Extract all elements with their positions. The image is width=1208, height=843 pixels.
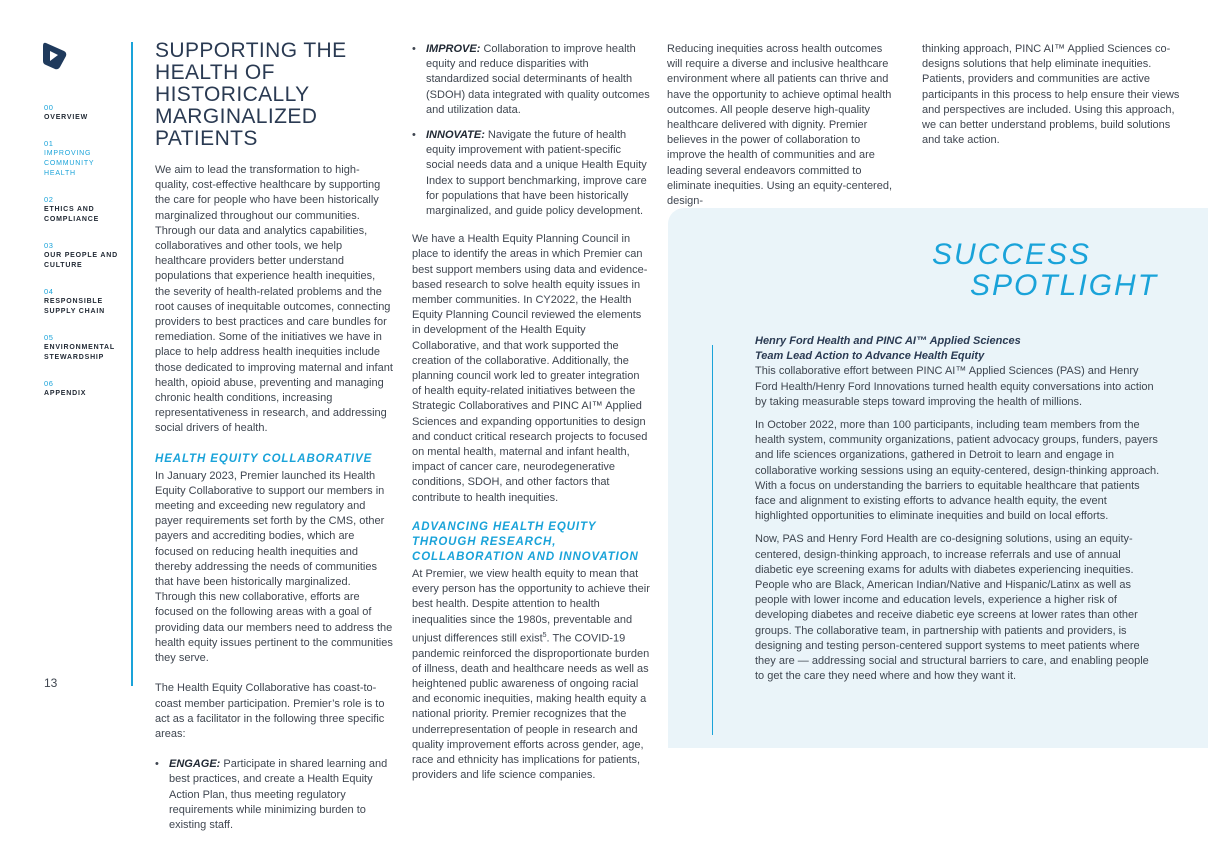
nav-item-number: 06 <box>44 379 54 388</box>
nav-item-ethics-and-compliance[interactable] <box>44 195 128 225</box>
planning-council-paragraph: We have a Health Equity Planning Council in place to identify the areas in which Premier can best support members using data and evidence-based research to solve health equity issues in member communities. In CY2022, the Health Equity Planning Council reviewed the elements in development of the Health Equity Collaborative, and that work supported the creation of the collaborative. Additionally, the planning council work led to greater integration of health equity-related initiatives between the Strategic Collaboratives and PINC AI™ Applied Sciences and expanding opportunities to design and conduct critical research projects to focused on mental health, maternal and infant health, impact of cancer care, neurodegenerative conditions, SDOH, and other factors that contribute to health inequities. <box>412 233 648 504</box>
spotlight-divider <box>712 345 713 735</box>
spotlight-title-line1: SUCCESS <box>932 238 1092 271</box>
nav-item-label: IMPROVING COMMUNITY HEALTH <box>44 150 95 177</box>
nav-item-label: ENVIRONMENTAL STEWARDSHIP <box>44 344 115 361</box>
page-number: 13 <box>44 676 58 690</box>
premier-logo-icon[interactable] <box>42 42 68 70</box>
inequities-paragraph: Reducing inequities across health outcomes will require a diverse and inclusive healthcare environment where all patients can thrive and have the opportunity to achieve optimal health outcomes. All people deserve high-quality healthcare delivered with dignity. Premier believes in the power of collaboration to improve the health of communities and are leading several endeavors committed to eliminate inequities. Using an equity-centered, design- <box>667 43 893 208</box>
bullet-term: IMPROVE: <box>426 43 481 55</box>
spotlight-heading-line2: Team Lead Action to Advance Health Equity <box>755 350 985 363</box>
bullet-text: Participate in shared learning and best practices, and create a Health Equity Action Plan, thus meeting regulatory requirements while minimizing burden to existing staff. <box>169 758 388 831</box>
bullet-improve <box>412 42 650 118</box>
nav-item-label: RESPONSIBLE SUPPLY CHAIN <box>44 298 105 315</box>
bullet-term: ENGAGE: <box>169 758 221 771</box>
nav-item-improving-community-health[interactable] <box>44 139 128 179</box>
facilitator-paragraph: The Health Equity Collaborative has coast-to-coast member participation. Premier’s role is to act as a facilitator in the following three specific areas: <box>155 682 385 740</box>
section-heading-health-equity-collaborative: HEALTH EQUITY COLLABORATIVE <box>155 452 373 465</box>
nav-item-number: 03 <box>44 241 54 250</box>
nav-item-number: 05 <box>44 333 54 342</box>
paragraph-text: At Premier, we view health equity to mean that every person has the opportunity to achieve their best health. Despite attention to health inequalities since the 1980s, preventable and unjust differences still exist <box>412 567 650 645</box>
page-title: SUPPORTING THE HEALTH OF HISTORICALLY MARGINALIZED PATIENTS <box>155 39 347 150</box>
bullet-innovate <box>412 128 650 219</box>
nav-item-appendix[interactable] <box>44 379 128 399</box>
section-nav <box>44 103 128 415</box>
nav-item-label: APPENDIX <box>44 390 87 397</box>
section-heading-advancing-health-equity: ADVANCING HEALTH EQUITY THROUGH RESEARCH, COLLABORATION AND INNOVATION <box>412 520 639 563</box>
spotlight-heading-line1: Henry Ford Health and PINC AI™ Applied Sciences <box>755 335 1021 347</box>
health-equity-paragraph <box>412 567 650 784</box>
intro-paragraph: We aim to lead the transformation to high-quality, cost-effective healthcare by supporting the care for people who have been historically marginalized throughout our communities. Through our data and analytics capabilities, collaboratives and other tools, we help healthcare providers better understand populations that experience health inequities, the severity of health-related problems and the root causes of inequitable outcomes, connecting providers to best practices and care bundles for remediation. Some of the initiatives we have in place to help address health inequities include those dedicated to improving maternal and infant health, opioid abuse, preventing and managing chronic health conditions, increasing representativeness in research, and addressing social drivers of health. <box>155 164 393 435</box>
nav-item-number: 02 <box>44 195 54 204</box>
column-4 <box>922 42 1190 163</box>
nav-item-label: OVERVIEW <box>44 114 89 121</box>
bullet-engage <box>155 757 393 833</box>
nav-item-label: OUR PEOPLE AND CULTURE <box>44 252 118 269</box>
bullet-term: INNOVATE: <box>426 129 485 142</box>
nav-item-label: ETHICS AND COMPLIANCE <box>44 206 100 223</box>
nav-item-overview[interactable] <box>44 103 128 123</box>
spotlight-body <box>755 334 1160 692</box>
footnote-ref[interactable]: 5 <box>542 631 547 639</box>
column-1 <box>155 40 393 843</box>
design-thinking-paragraph: thinking approach, PINC AI™ Applied Sciences co-designs solutions that help eliminate inequities. Patients, providers and communities are active participants in this process to help ensure their views and perspectives are included. Using this approach, we can better understand problems, build solutions and take action. <box>922 43 1180 147</box>
collaborative-paragraph: In January 2023, Premier launched its Health Equity Collaborative to support our members in meeting and exceeding new regulatory and payer requirements set forth by the CMS, other payers and accrediting bodies, which are focused on reducing health inequities and thereby addressing the needs of communities that have been historically marginalized. Through this new collaborative, efforts are focused on the following areas with a goal of providing data our members need to address the health equity issues pertinent to the communities they serve. <box>155 469 393 665</box>
nav-item-number: 00 <box>44 103 54 112</box>
spotlight-paragraph-3: Now, PAS and Henry Ford Health are co-designing solutions, using an equity-centered, design-thinking approach, to increase referrals and use of annual diabetic eye screening exams for adults with diabetes experiencing inequities. People who are Black, American Indian/Native and Hispanic/Latinx as well as people with lower income and education levels, experience a higher risk of developing diabetes and receive diabetic eye screens at lower rates than other groups. The collaborative team, in partnership with patients and providers, is designing and testing person-centered support systems to meet patients where they are — addressing social and structural barriers to care, and enabling people to get the care they need where and how they want it. <box>755 533 1149 683</box>
nav-item-number: 04 <box>44 287 54 296</box>
spotlight-paragraph-1: This collaborative effort between PINC AI™ Applied Sciences (PAS) and Henry Ford Health/Henry Ford Innovations turned health equity conversations into action by taking measurable steps toward improving the health of millions. <box>755 365 1154 408</box>
nav-divider <box>131 42 133 686</box>
spotlight-title-line2: SPOTLIGHT <box>970 269 1159 302</box>
nav-item-environmental-stewardship[interactable] <box>44 333 128 363</box>
nav-item-number: 01 <box>44 139 54 148</box>
bullet-text: Collaboration to improve health equity and reduce disparities with standardized social determinants of health (SDOH) data integrated with quality outcomes and utilization data. <box>426 43 650 116</box>
column-2 <box>412 42 650 798</box>
column-3 <box>667 42 897 224</box>
nav-item-responsible-supply-chain[interactable] <box>44 287 128 317</box>
spotlight-paragraph-2: In October 2022, more than 100 participants, including team members from the health system, community organizations, patient advocacy groups, funders, payers and life sciences organizations, gathered in Detroit to learn and engage in collaborative working sessions using an equity-centered, design-thinking approach. With a focus on understanding the barriers to equitable healthcare that patients face and alignment to existing efforts to advance health equity, the event highlighted opportunities to eliminate inequities and build on local efforts. <box>755 419 1160 523</box>
paragraph-text: . The COVID-19 pandemic reinforced the disproportionate burden of illness, death and healthcare needs as well as heightened public awareness of ongoing racial and economic inequities, making health equity a national priority. Premier recognizes that the underrepresentation of people in research and quality improvement efforts across gender, age, race and ethnicity has implications for patients, providers and life science companies. <box>412 632 650 782</box>
bullet-text: Navigate the future of health equity improvement with patient-specific social needs data and a unique Health Equity Index to support benchmarking, improve care for populations that have been historically marginalized, and guide policy development. <box>426 129 647 218</box>
nav-item-our-people-and-culture[interactable] <box>44 241 128 271</box>
